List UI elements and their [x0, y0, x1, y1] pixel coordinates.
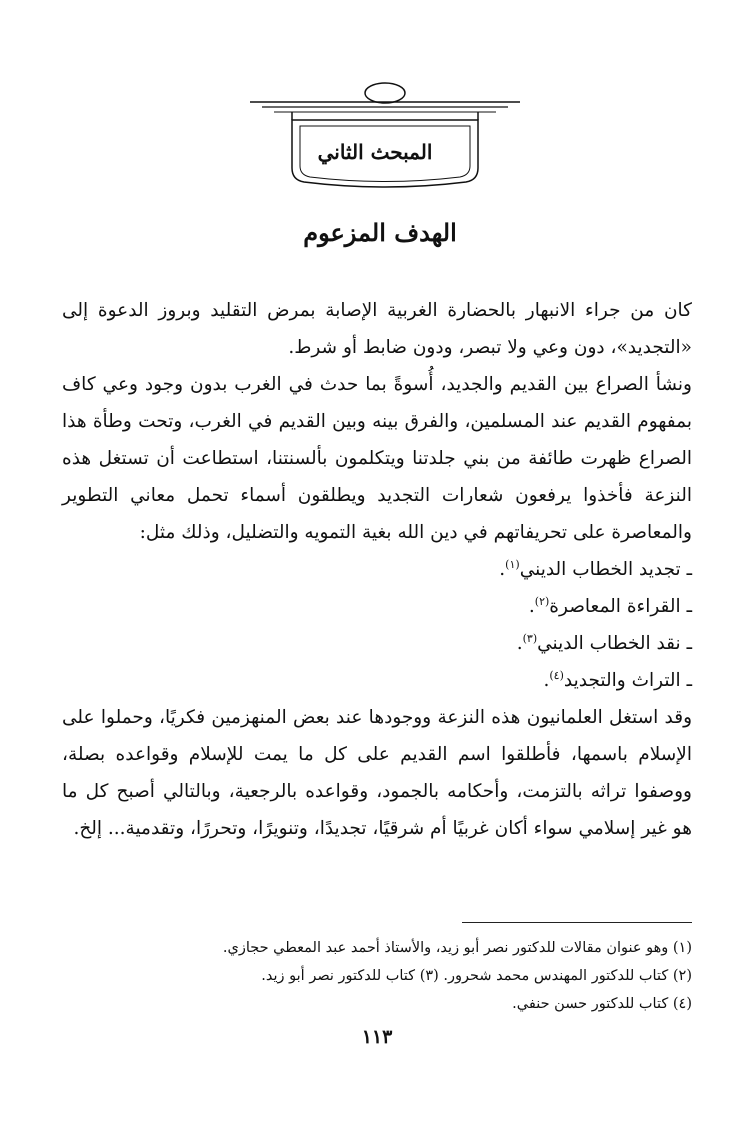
- paragraph-secularists: وقد استغل العلمانيون هذه النزعة ووجودها عند بعض المنهزمين فكريًا، وحملوا على الإسلام باسمها، فأطلقوا اسم القديم على كل ما يمت للإسلام وقواعده بصلة، ووصفوا تراثه بالتزمت، وأحكامه بالجمود، وقواعده بالرجعية، وبالتالي أصبح كل ما هو غير إسلامي سواء أكان غربيًا أم شرقيًا، تجديدًا، وتنويرًا، وتحررًا، وتقدمية... إلخ.: [62, 707, 692, 839]
- footnote: (٤) كتاب للدكتور حسن حنفي.: [512, 996, 692, 1012]
- paragraph-intro: كان من جراء الانبهار بالحضارة الغربية الإصابة بمرض التقليد وبروز الدعوة إلى «التجديد»، دون وعي ولا تبصر، ودون ضابط أو شرط.: [62, 300, 692, 358]
- footnote: (٢) كتاب للدكتور المهندس محمد شحرور. (٣) كتاب للدكتور نصر أبو زيد.: [261, 968, 692, 984]
- list-item: ـ نقد الخطاب الديني$^{(٣)}$.: [516, 631, 692, 654]
- footnote-ref[interactable]: (١): [505, 557, 520, 571]
- section-heading: الهدف المزعوم: [303, 218, 457, 247]
- list-item: ـ القراءة المعاصرة$^{(٢)}$.: [528, 594, 692, 617]
- footnote-ref[interactable]: (٢): [534, 594, 550, 608]
- footnote-ref[interactable]: (٤): [549, 668, 564, 682]
- list-item: ـ التراث والتجديد$^{(٤)}$.: [543, 668, 692, 691]
- footnote-separator: [462, 922, 692, 923]
- chapter-label: المبحث الثاني: [317, 140, 433, 164]
- paragraph-conflict: ونشأ الصراع بين القديم والجديد، أُسوةً بما حدث في الغرب بدون وجود وعي كاف بمفهوم القديم عند المسلمين، والفرق بينه وبين القديم في الغرب، وتحت وطأة هذا الصراع ظهرت طائفة من بني جلدتنا ويتكلمون بألسنتنا، استطاعت أن تستغل هذه النزعة فأخذوا يرفعون شعارات التجديد ويطلقون أسماء تحمل معاني التطوير والمعاصرة على تحريفاتهم في دين الله بغية التمويه والتضليل، وذلك مثل:: [62, 374, 692, 543]
- footnotes: [62, 934, 692, 1018]
- list-item: ـ تجديد الخطاب الديني$^{(١)}$.: [499, 557, 692, 580]
- footnote: (١) وهو عنوان مقالات للدكتور نصر أبو زيد، والأستاذ أحمد عبد المعطي حجازي.: [222, 940, 692, 956]
- footnote-ref[interactable]: (٣): [522, 631, 538, 645]
- examples-list: [62, 551, 692, 699]
- page-number: ١١٣: [361, 1026, 393, 1048]
- main-text: [62, 292, 692, 847]
